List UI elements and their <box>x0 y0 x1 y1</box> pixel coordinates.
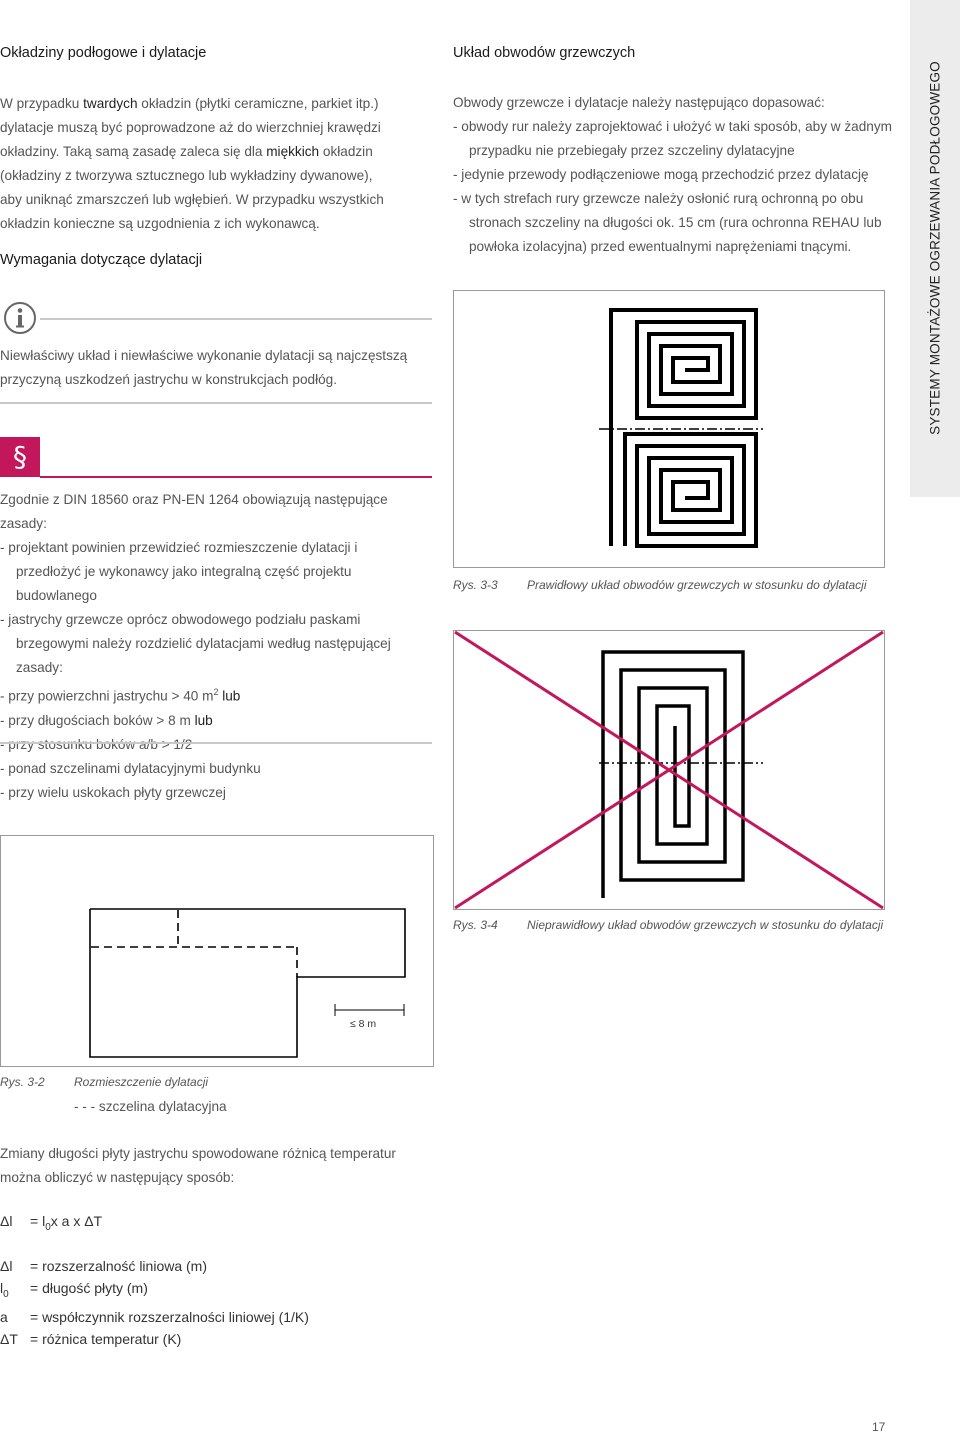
intro-text: okładzin (okładziny z tworzywa sztucznego lub wykładziny dywanowe), aby uniknąć zmarszczeń lub wgłębień. W przypadku wszystkich okładzin konieczne są uzgodnienia z ich wykonawcą. <box>0 144 384 231</box>
formula-intro: Zmiany długości płyty jastrychu spowodowane różnicą temperatur można obliczyć w następujący sposób: <box>0 1146 396 1185</box>
definition-row <box>0 1277 309 1306</box>
rules-intro: Zgodnie z DIN 18560 oraz PN-EN 1264 obowiązują następujące zasady: <box>0 492 388 531</box>
definition-symbol: a <box>0 1308 8 1325</box>
figure-joint-layout <box>0 835 434 1067</box>
rules-list <box>0 536 425 680</box>
definition-row <box>0 1255 309 1277</box>
fig2-number: Rys. 3-2 <box>0 1075 45 1089</box>
condition-length: - przy długościach boków > 8 m lub <box>0 712 213 728</box>
definition-row <box>0 1328 309 1350</box>
section-heading-circuits: Układ obwodów grzewczych <box>453 45 636 61</box>
side-tab-label: SYSTEMY MONTAŻOWE OGRZEWANIA PODŁOGOWEGO <box>927 61 943 435</box>
definition-text: = współczynnik rozszerzalności liniowej (1/K) <box>30 1308 309 1325</box>
definition-symbol: $l_0$ <box>0 1280 9 1300</box>
flooring-intro <box>0 92 395 236</box>
definition-text: = długość płyty (m) <box>30 1280 148 1296</box>
info-bottom-rule <box>0 402 432 404</box>
fig3-number: Rys. 3-3 <box>453 578 498 592</box>
fig3-caption: Prawidłowy układ obwodów grzewczych w stosunku do dylatacji <box>527 578 867 592</box>
section-heading-flooring: Okładziny podłogowe i dylatacje <box>0 45 207 61</box>
condition-building-joints: - ponad szczelinami dylatacyjnymi budynku <box>0 760 261 776</box>
condition-area: - przy powierzchni jastrychu > 40 $m^2$ lub <box>0 687 241 704</box>
circuits-list <box>453 115 893 259</box>
info-icon <box>0 298 40 338</box>
rule-item: - projektant powinien przewidzieć rozmieszczenie dylatacji i przedłożyć je wykonawcy jako integralną część projektu budowlanego <box>0 540 358 603</box>
page-number: 17 <box>872 1420 886 1434</box>
circuits-intro: Obwody grzewcze i dylatacje należy następująco dopasować: <box>453 95 825 110</box>
fig4-number: Rys. 3-4 <box>453 918 498 932</box>
circuit-rule-item: - obwody rur należy zaprojektować i ułożyć w taki sposób, aby w żadnym przypadku nie przebiegały przez szczeliny dylatacyjne <box>453 119 892 158</box>
rules-block <box>0 488 425 805</box>
rule-item: - jastrychy grzewcze oprócz obwodowego podziału paskami brzegowymi należy rozdzielić dylatacjami według następującej zasady: <box>0 612 391 675</box>
paragraph-icon: § <box>0 437 40 477</box>
rules-bottom-rule <box>0 742 432 744</box>
condition-offsets: - przy wielu uskokach płyty grzewczej <box>0 784 226 800</box>
figure-incorrect-layout <box>453 630 885 910</box>
intro-text: okładzin (płytki ceramiczne, parkiet itp.) dylatacje muszą być poprowadzone aż do wierzchniej krawędzi okładziny. Taką samą zasadę zaleca się dla <box>0 96 381 159</box>
intro-text: W przypadku <box>0 96 84 111</box>
formula-definitions <box>0 1255 309 1350</box>
definition-symbol: Δl <box>0 1258 13 1274</box>
definition-row <box>0 1306 309 1328</box>
paragraph-rule <box>40 476 432 478</box>
definition-text: = rozszerzalność liniowa (m) <box>30 1258 207 1274</box>
fig2-caption: Rozmieszczenie dylatacji <box>74 1075 209 1089</box>
circuit-rule-item: - jedynie przewody podłączeniowe mogą przechodzić przez dylatację <box>453 167 869 182</box>
circuit-rule-item: - w tych strefach rury grzewcze należy osłonić rurą ochronną po obu stronach szczeliny na długości ok. 15 cm (rura ochronna REHAU lub powłoka izolacyjna) przed ewentualnymi naprężeniami tnącymi. <box>453 191 882 254</box>
info-rule <box>40 318 432 320</box>
figure-correct-layout <box>453 290 885 568</box>
definition-symbol: ΔT <box>0 1330 18 1347</box>
fig2-legend: - - - szczelina dylatacyjna <box>74 1099 227 1114</box>
formula: $\Delta l = l_0x$ a x ΔT <box>0 1213 103 1233</box>
section-heading-requirements: Wymagania dotyczące dylatacji <box>0 252 203 268</box>
definition-text: = różnica temperatur (K) <box>30 1330 182 1347</box>
fig4-caption: Nieprawidłowy układ obwodów grzewczych w stosunku do dylatacji <box>527 918 884 932</box>
emphasis-word: miękkich <box>266 144 320 159</box>
circuits-block <box>453 91 893 259</box>
dimension-label: ≤ 8 m <box>350 1018 377 1030</box>
condition-ratio: - przy stosunku boków a/b > 1/2 <box>0 736 193 752</box>
info-note: Niewłaściwy układ i niewłaściwe wykonanie dylatacji są najczęstszą przyczyną uszkodzeń jastrychu w konstrukcjach podłóg. <box>0 348 408 387</box>
emphasis-word: twardych <box>83 96 138 111</box>
